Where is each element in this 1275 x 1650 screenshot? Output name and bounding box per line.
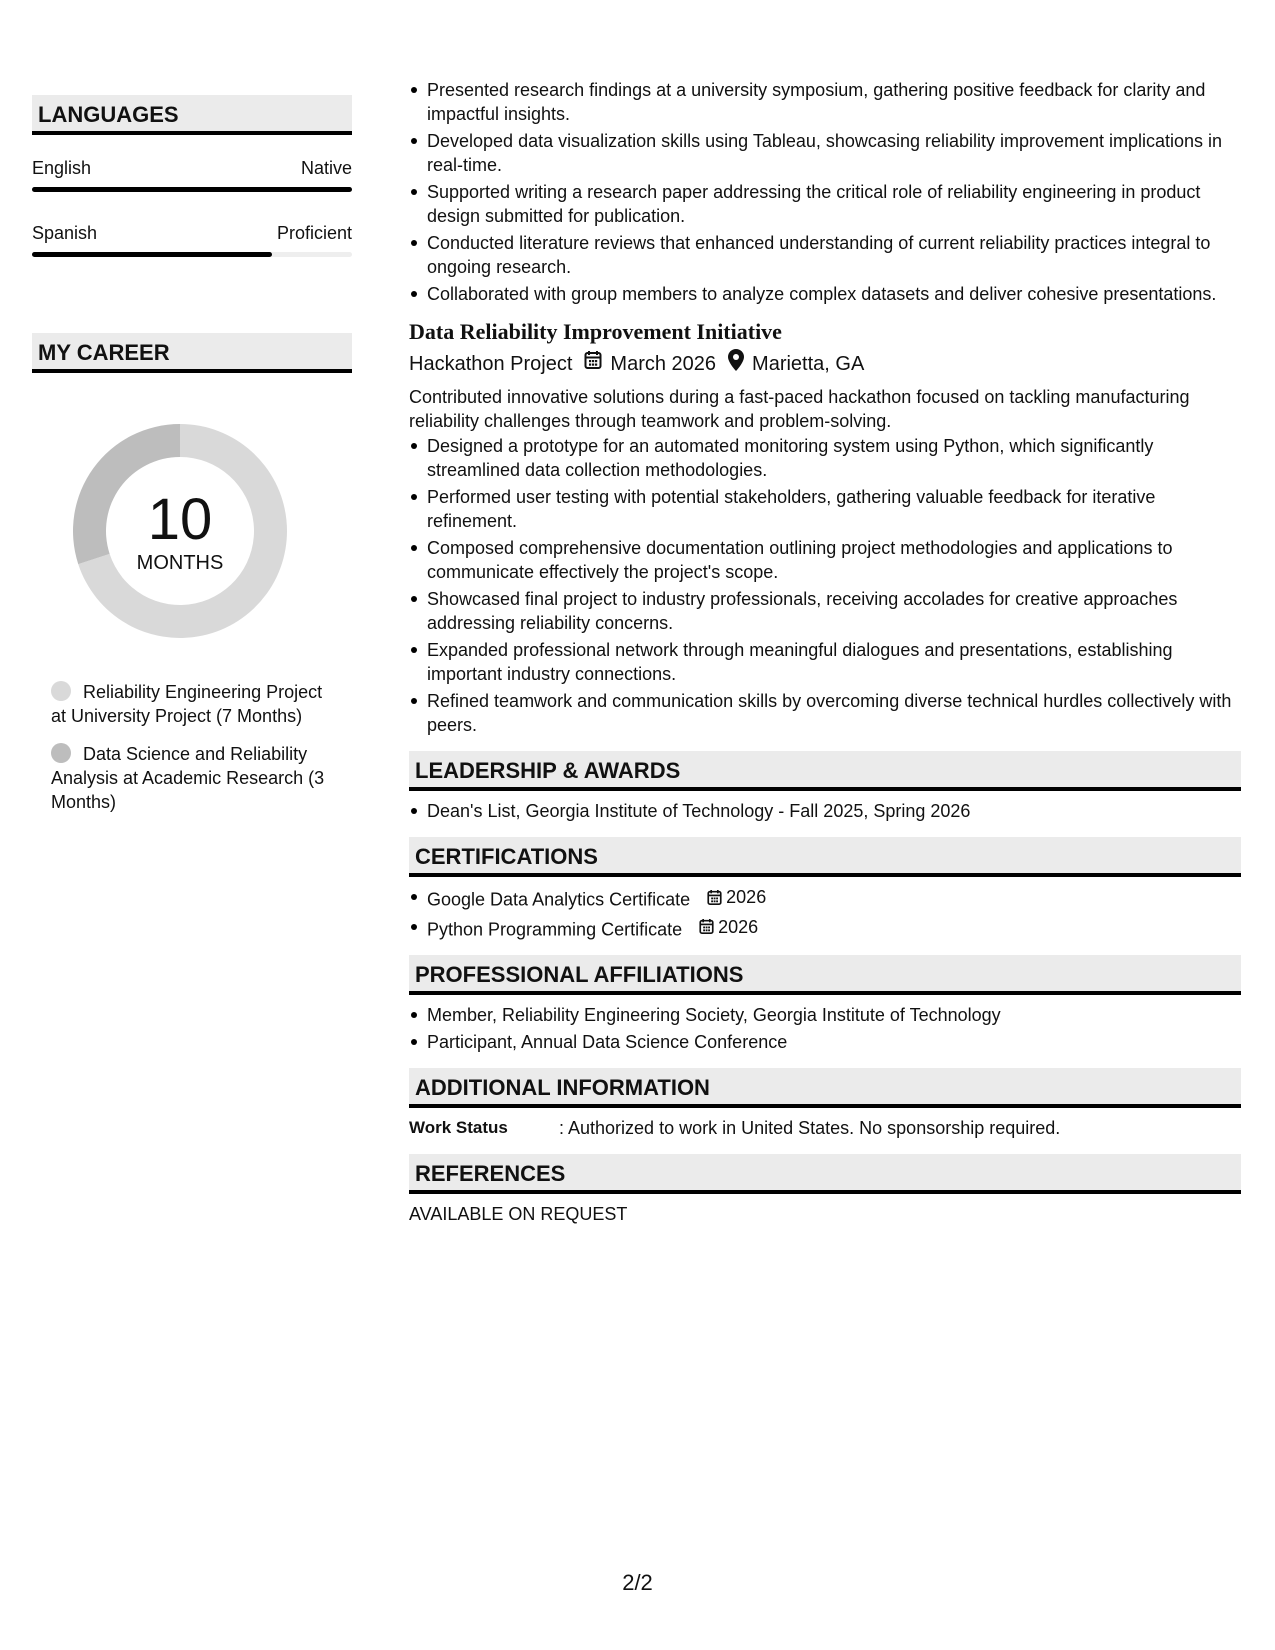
certification-year: 2026	[726, 887, 767, 907]
certification-year: 2026	[718, 916, 759, 937]
list-item: Supported writing a research paper addressing the critical role of reliability engineering in product design submitted for publication.	[427, 180, 1241, 228]
list-item: Composed comprehensive documentation outlining project methodologies and applications to communicate effectively the project's scope.	[427, 536, 1241, 584]
language-level-fill	[32, 187, 352, 192]
list-item: Expanded professional network through meaningful dialogues and presentations, establishing important industry connections.	[427, 638, 1241, 686]
language-item-spanish	[32, 222, 352, 257]
career-heading: MY CAREER	[32, 333, 352, 373]
calendar-icon	[584, 350, 602, 377]
leadership-heading: LEADERSHIP & AWARDS	[409, 751, 1241, 791]
list-item	[427, 915, 1241, 942]
main-content	[409, 78, 1241, 1226]
list-item: Designed a prototype for an automated monitoring system using Python, which significantly streamlined data collection methodologies.	[427, 434, 1241, 482]
legend-label: Data Science and Reliability Analysis at Academic Research (3 Months)	[51, 744, 325, 812]
page-number: 2/2	[622, 1570, 653, 1595]
project-title: Data Reliability Improvement Initiative	[409, 319, 782, 344]
list-item: Conducted literature reviews that enhanced understanding of current reliability practices integral to ongoing research.	[427, 231, 1241, 279]
affiliations-list	[409, 1003, 1241, 1054]
experience-bullets	[409, 78, 1241, 306]
language-name: Spanish	[32, 223, 98, 243]
list-item: Performed user testing with potential stakeholders, gathering valuable feedback for iterative refinement.	[427, 485, 1241, 533]
project-meta	[409, 349, 1241, 378]
legend-item	[32, 680, 331, 728]
legend-swatch	[51, 681, 71, 701]
work-status-label: Work Status	[409, 1118, 508, 1137]
legend-label: Reliability Engineering Project at University Project (7 Months)	[51, 682, 323, 726]
sidebar	[32, 95, 352, 828]
list-item: Showcased final project to industry professionals, receiving accolades for creative approaches addressing reliability concerns.	[427, 587, 1241, 635]
legend-item	[32, 742, 331, 814]
work-status-row	[409, 1116, 1241, 1140]
certifications-list	[409, 885, 1241, 941]
references-text: AVAILABLE ON REQUEST	[409, 1204, 628, 1224]
certification-name: Python Programming Certificate	[427, 919, 683, 939]
list-item	[427, 885, 1241, 912]
language-level-bar	[32, 187, 352, 192]
list-item: Participant, Annual Data Science Conference	[427, 1030, 1241, 1054]
additional-info-heading: ADDITIONAL INFORMATION	[409, 1068, 1241, 1108]
certifications-heading: CERTIFICATIONS	[409, 837, 1241, 877]
language-level-bar	[32, 252, 352, 257]
certification-name: Google Data Analytics Certificate	[427, 889, 691, 910]
project-location: Marietta, GA	[752, 352, 865, 375]
work-status-value: : Authorized to work in United States. No sponsorship required.	[559, 1118, 1061, 1138]
legend-swatch	[51, 743, 71, 763]
career-legend	[32, 680, 352, 814]
language-level: Proficient	[276, 223, 352, 243]
project-date: March 2026	[610, 352, 717, 375]
career-total-unit: MONTHS	[136, 552, 224, 574]
language-level-fill	[32, 252, 272, 257]
list-item: Presented research findings at a university symposium, gathering positive feedback for clarity and impactful insights.	[427, 78, 1241, 126]
project-type: Hackathon Project	[409, 352, 573, 375]
leadership-list	[409, 799, 1241, 823]
language-item-english	[32, 157, 352, 192]
list-item: Developed data visualization skills using Tableau, showcasing reliability improvement implications in real-time.	[427, 129, 1241, 177]
project-summary: Contributed innovative solutions during a fast-paced hackathon focused on tackling manufacturing reliability challenges through teamwork and problem-solving.	[409, 387, 1190, 431]
map-pin-icon	[728, 349, 744, 378]
calendar-icon	[707, 889, 722, 906]
list-item: Member, Reliability Engineering Society, Georgia Institute of Technology	[427, 1003, 1241, 1027]
references-heading: REFERENCES	[409, 1154, 1241, 1194]
languages-heading: LANGUAGES	[32, 95, 352, 135]
project-bullets	[409, 434, 1241, 737]
career-donut-chart	[67, 418, 293, 644]
affiliations-heading: PROFESSIONAL AFFILIATIONS	[409, 955, 1241, 995]
list-item: Refined teamwork and communication skills by overcoming diverse technical hurdles collectively with peers.	[427, 689, 1241, 737]
language-level: Native	[300, 158, 352, 178]
calendar-icon	[699, 918, 714, 935]
career-total-value: 10	[147, 487, 213, 552]
list-item: Collaborated with group members to analyze complex datasets and deliver cohesive presentations.	[427, 282, 1241, 306]
list-item: Dean's List, Georgia Institute of Technology - Fall 2025, Spring 2026	[427, 799, 1241, 823]
language-name: English	[32, 158, 92, 178]
